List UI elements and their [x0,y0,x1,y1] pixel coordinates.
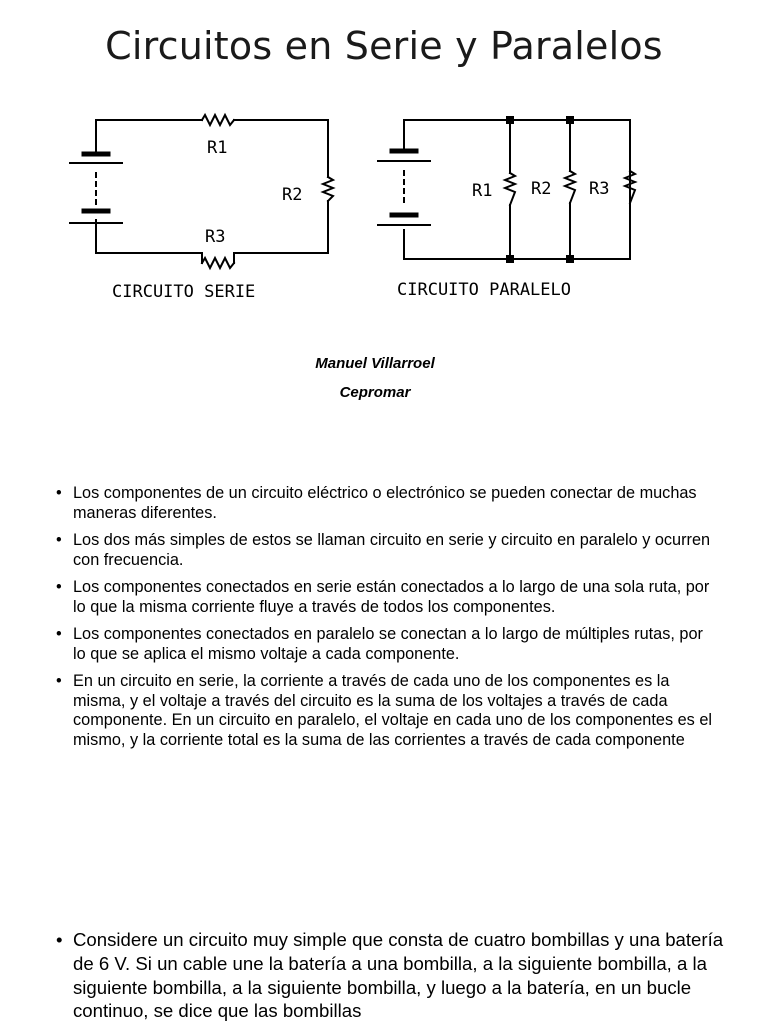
page-title: Circuitos en Serie y Paralelos [105,24,663,68]
bullet-item: • Los dos más simples de estos se llaman circuito en serie y circuito en paralelo y ocurren con frecuencia. [56,531,718,570]
series-label-r3: R3 [205,227,226,247]
circuit-diagram [60,105,720,310]
parallel-label-r2: R2 [531,179,552,199]
resistor-r1-zigzag [202,115,234,125]
author-name: Manuel Villarroel [315,355,435,372]
parallel-label-r3: R3 [589,179,610,199]
bullet-item: • Los componentes conectados en serie están conectados a lo largo de una sola ruta, por lo que la misma corriente fluye a través de todos los componentes. [56,578,718,617]
parallel-label-r1: R1 [472,181,493,201]
bullet-item: • Considere un circuito muy simple que consta de cuatro bombillas y una batería de 6 V. Si un cable une la batería a una bombilla, a la siguiente bombilla, a la siguiente bombilla, a la siguiente bombilla, y luego a la batería, en un bucle continuo, se dice que las bombillas [56,928,728,1023]
resistor-r3-zigzag [202,258,234,268]
author-organization: Cepromar [339,384,411,401]
resistor-r2-zigzag [323,177,333,201]
bullet-list-second [56,928,728,1023]
parallel-caption: CIRCUITO PARALELO [397,280,571,300]
bullet-list [56,484,718,758]
bullet-item: • En un circuito en serie, la corriente a través de cada uno de los componentes es la misma, y el voltaje a través del circuito es la suma de los voltajes a través de cada componente. En un circuito en paralelo, el voltaje en cada uno de los componentes es el mismo, y la corriente total es la suma de las corrientes a través de cada componente [56,672,718,750]
parallel-r2-zigzag [565,171,575,203]
parallel-r1-zigzag [505,173,515,205]
series-label-r2: R2 [282,185,303,205]
bullet-item: • Los componentes conectados en paralelo se conectan a lo largo de múltiples rutas, por lo que se aplica el mismo voltaje a cada componente. [56,625,718,664]
circuit-diagram-svg [60,105,720,310]
bullet-item: • Los componentes de un circuito eléctrico o electrónico se pueden conectar de muchas maneras diferentes. [56,484,718,523]
series-caption: CIRCUITO SERIE [112,282,256,302]
series-label-r1: R1 [207,138,228,158]
